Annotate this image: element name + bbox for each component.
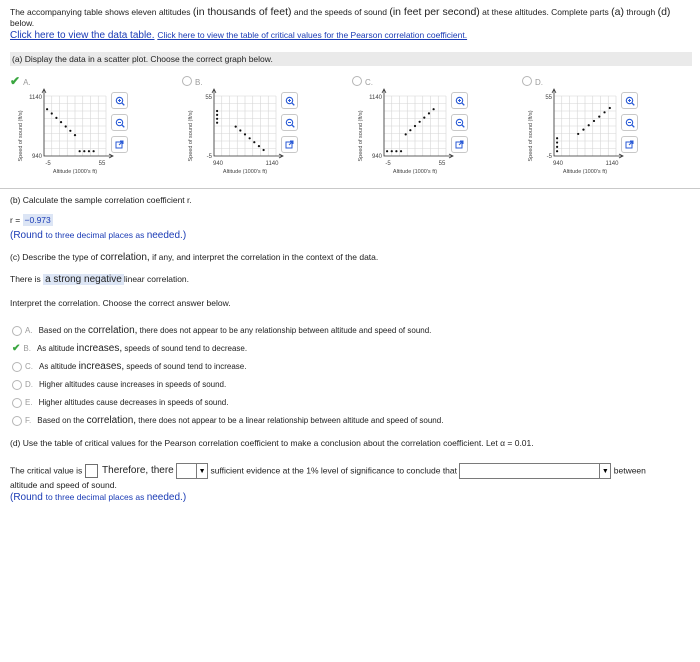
zoom-in-icon [625,96,635,106]
data-point [216,114,218,116]
interpretation-option-d[interactable]: D. Higher altitudes cause increases in speeds of sound. [12,379,226,390]
y-tick-bottom: -5 [206,154,212,160]
zoom-out-button[interactable] [451,114,468,131]
data-point [65,125,67,127]
graph-option-a [10,72,180,184]
scatter-plot [520,84,630,189]
altitude-speed-line: altitude and speed of sound. [10,480,117,490]
radio-button[interactable] [12,416,22,426]
data-point [405,133,407,135]
data-point [55,117,57,119]
radio-button[interactable] [12,380,22,390]
data-point [423,117,425,119]
y-axis-label: Speed of sound (ft/s) [188,110,194,162]
data-point [556,150,558,152]
zoom-out-button[interactable] [281,114,298,131]
data-point [428,112,430,114]
round-note-d: (Round to three decimal places as needed.) [10,492,187,503]
zoom-out-button[interactable] [111,114,128,131]
axes [214,90,282,156]
x-tick-left: 940 [552,161,564,167]
graph-letter: C. [365,78,373,87]
zoom-out-icon [625,118,635,128]
data-point [249,137,251,139]
data-point [263,149,265,151]
check-icon: ✔ [12,343,21,354]
axes [44,90,112,156]
data-point [83,150,85,152]
interpretation-option-a[interactable]: A. Based on the correlation, there does not appear to be any relationship between altitude and speed of sound. [12,325,431,336]
data-point [400,150,402,152]
y-axis-label: Speed of sound (ft/s) [358,110,364,162]
data-point [69,130,71,132]
data-point [598,116,600,118]
option-letter: F. [25,416,32,425]
zoom-in-icon [455,96,465,106]
y-axis-label: Speed of sound (ft/s) [18,110,24,162]
part-d-prompt: (d) Use the table of critical values for the Pearson correlation coefficient to make a conclusion about the correlation coefficient. Let α = 0.01. [10,438,534,448]
graph-letter: D. [535,78,543,87]
check-icon: ✔ [10,74,21,88]
axes [384,90,452,156]
y-axis-label: Speed of sound (ft/s) [528,110,534,162]
x-axis-label: Altitude (1000's ft) [222,169,268,175]
y-tick-top: 1140 [29,95,42,101]
intro-text: The accompanying table shows eleven altitudes (in thousands of feet) and the speeds of sound (in feet per second) at these altitudes. Complete parts (a) through (d) below. [10,6,671,28]
data-point [216,110,218,112]
zoom-in-button[interactable] [621,92,638,109]
data-point [609,107,611,109]
is-is-not-dropdown[interactable]: ▼ [176,463,208,479]
option-letter: E. [25,398,33,407]
y-tick-top: 1140 [369,95,382,101]
data-point [216,118,218,120]
data-table-link[interactable]: Click here to view the data table. [10,30,155,41]
data-point [239,129,241,131]
links-row [10,30,467,41]
interpretation-option-c[interactable]: C. As altitude increases, speeds of sound tend to increase. [12,361,246,372]
pop-out-icon [115,140,124,149]
pop-out-icon [455,140,464,149]
pop-out-icon [285,140,294,149]
interpretation-option-f[interactable]: F. Based on the correlation, there does not appear to be a linear relationship between altitude and speed of sound. [12,415,443,426]
pop-out-icon [625,140,634,149]
x-tick-right: 1140 [265,161,279,167]
part-b-prompt: (b) Calculate the sample correlation coefficient r. [10,195,192,205]
scatter-plot [180,84,290,189]
interpret-prompt: Interpret the correlation. Choose the correct answer below. [10,298,231,308]
radio-button[interactable] [12,398,22,408]
correlation-type-answer[interactable]: a strong negative [45,274,122,285]
part-a-prompt: (a) Display the data in a scatter plot. Choose the correct graph below. [10,52,692,66]
data-point [588,124,590,126]
data-point [244,133,246,135]
zoom-out-icon [285,118,295,128]
y-tick-bottom: 940 [371,154,382,160]
radio-button[interactable] [12,326,22,336]
data-point [577,133,579,135]
data-point [79,150,81,152]
x-axis-label: Altitude (1000's ft) [562,169,608,175]
there-is-label: There is [10,274,41,284]
r-value[interactable]: −0.973 [24,215,51,225]
data-point [258,145,260,147]
data-point [88,150,90,152]
data-point [556,141,558,143]
x-tick-right: 55 [438,161,446,167]
pop-out-button[interactable] [281,136,298,153]
y-tick-bottom: 940 [31,154,42,160]
data-point [386,150,388,152]
interpretation-option-e[interactable]: E. Higher altitudes cause decreases in speeds of sound. [12,397,228,408]
r-answer-row [10,215,53,225]
zoom-out-button[interactable] [621,114,638,131]
data-point [593,120,595,122]
part-c-prompt: (c) Describe the type of correlation, if any, and interpret the correlation in the context of the data. [10,252,379,263]
data-point [391,150,393,152]
data-point [433,108,435,110]
option-letter: A. [25,326,33,335]
data-point [395,150,397,152]
zoom-in-button[interactable] [451,92,468,109]
data-point [419,121,421,123]
data-point [51,112,53,114]
round-note-b: (Round to three decimal places as needed.) [10,230,187,241]
graph-option-d [520,72,690,184]
critical-value-input[interactable] [85,464,98,478]
pop-out-button[interactable] [451,136,468,153]
graph-letter: A. [23,78,31,87]
data-point [603,111,605,113]
option-letter: D. [25,380,33,389]
x-tick-left: -5 [385,161,391,167]
zoom-in-icon [115,96,125,106]
data-point [556,146,558,148]
conclusion-dropdown[interactable]: ▼ [459,463,611,479]
y-tick-bottom: -5 [546,154,552,160]
y-tick-top: 55 [205,95,212,101]
x-axis-label: Altitude (1000's ft) [392,169,438,175]
zoom-in-button[interactable] [281,92,298,109]
data-point [46,108,48,110]
graph-option-c [350,72,520,184]
data-point [60,121,62,123]
zoom-out-icon [455,118,465,128]
graph-letter: B. [195,78,203,87]
graph-option-b [180,72,350,184]
data-point [216,122,218,124]
zoom-out-icon [115,118,125,128]
data-point [253,141,255,143]
data-point [93,150,95,152]
pop-out-button[interactable] [621,136,638,153]
interpretation-option-b[interactable]: ✔ B. As altitude increases, speeds of sound tend to decrease. [12,343,248,354]
divider [0,188,700,189]
x-tick-left: 940 [212,161,224,167]
zoom-in-icon [285,96,295,106]
x-tick-left: -5 [45,161,51,167]
x-axis-label: Altitude (1000's ft) [52,169,98,175]
scatter-plot [350,84,460,189]
option-letter: C. [25,362,33,371]
r-label: r = [10,215,21,225]
critical-values-link[interactable]: Click here to view the table of critical values for the Pearson correlation coefficient. [157,30,468,40]
option-letter: B. [23,344,31,353]
data-point [556,137,558,139]
data-point [235,126,237,128]
critical-row: The critical value is Therefore, there ▼ sufficient evidence at the 1% level of significance to conclude that ▼ between [10,463,700,479]
data-point [74,134,76,136]
scatter-plot [10,84,120,189]
data-point [582,129,584,131]
x-tick-right: 55 [98,161,106,167]
data-point [414,125,416,127]
zoom-in-button[interactable] [111,92,128,109]
radio-button[interactable] [12,362,22,372]
x-tick-right: 1140 [605,161,619,167]
data-point [409,129,411,131]
pop-out-button[interactable] [111,136,128,153]
axes [554,90,622,156]
there-is-row [10,274,189,285]
linear-correlation-label: linear correlation. [123,274,190,284]
y-tick-top: 55 [545,95,552,101]
